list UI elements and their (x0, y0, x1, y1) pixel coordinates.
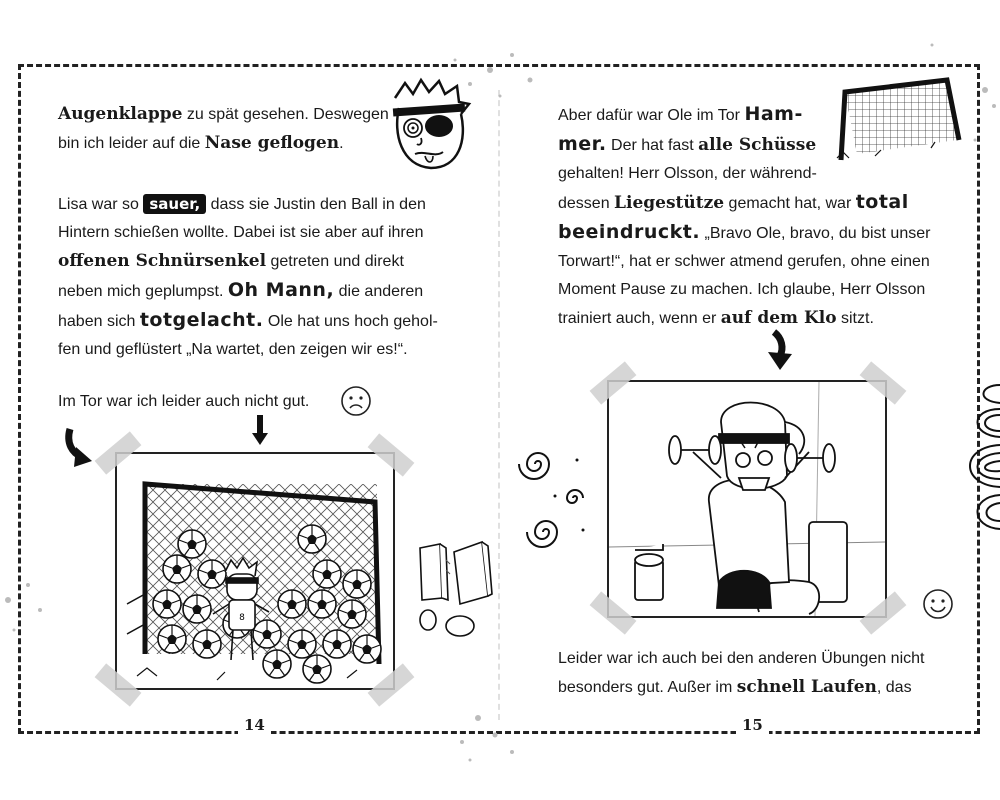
body-text: besonders gut. Außer im (558, 679, 737, 696)
page-number-right: 15 (736, 716, 769, 734)
body-text: Torwart!“, hat er schwer atmend gerufen, ohne einen (558, 253, 930, 270)
body-text: gemacht hat, war (724, 195, 856, 212)
highlight-tag: sauer, (143, 194, 206, 214)
body-text: sitzt. (836, 310, 874, 327)
emphasized-text: beeindruckt. (558, 221, 701, 243)
body-text: Lisa war so (58, 196, 144, 213)
body-text: getreten und direkt (266, 253, 404, 270)
svg-text:8: 8 (239, 613, 245, 623)
body-text: Leider war ich auch bei den anderen Übungen nicht (558, 650, 925, 667)
emphasized-text: schnell Laufen (736, 677, 877, 697)
body-text: zu spät gesehen. Deswegen (182, 106, 389, 123)
emphasized-text: Augenklappe (58, 104, 183, 124)
body-text: Ole hat uns hoch gehol- (263, 313, 438, 330)
emphasized-text: Nase geflogen (204, 133, 340, 153)
page-number-left: 14 (238, 716, 271, 734)
body-text: , das (876, 679, 912, 696)
body-text: Aber dafür war Ole im Tor (558, 107, 745, 124)
body-text: trainiert auch, wenn er (558, 310, 721, 327)
emphasized-text: total (855, 191, 909, 213)
body-text: fen und geflüstert „Na wartet, den zeigen wir es!“. (58, 341, 408, 358)
body-text: Im Tor war ich leider auch nicht gut. (58, 393, 310, 410)
body-text: dessen (558, 195, 615, 212)
body-text: neben mich geplumpst. (58, 283, 228, 300)
emphasized-text: Liegestütze (614, 193, 725, 213)
emphasized-text: alle Schüsse (698, 135, 817, 155)
emphasized-text: Ham- (744, 103, 803, 125)
emphasized-text: totgelacht. (139, 309, 264, 331)
body-text: „Bravo Ole, bravo, du bist unser (700, 225, 931, 242)
emphasized-text: auf dem Klo (720, 308, 837, 328)
body-text: Der hat fast (606, 137, 699, 154)
body-text: Moment Pause zu machen. Ich glaube, Herr Olsson (558, 281, 926, 298)
body-text: haben sich (58, 313, 140, 330)
body-text: bin ich leider auf die (58, 135, 205, 152)
body-text: die anderen (334, 283, 424, 300)
emphasized-text: Oh Mann, (227, 279, 335, 301)
body-text: dass sie Justin den Ball in den (206, 196, 426, 213)
body-text: . (339, 135, 344, 152)
emphasized-text: offenen Schnürsenkel (58, 251, 267, 271)
body-text: Hintern schießen wollte. Dabei ist sie aber auf ihren (58, 224, 424, 241)
emphasized-text: mer. (558, 133, 607, 155)
body-text: gehalten! Herr Olsson, der während- (558, 165, 817, 182)
